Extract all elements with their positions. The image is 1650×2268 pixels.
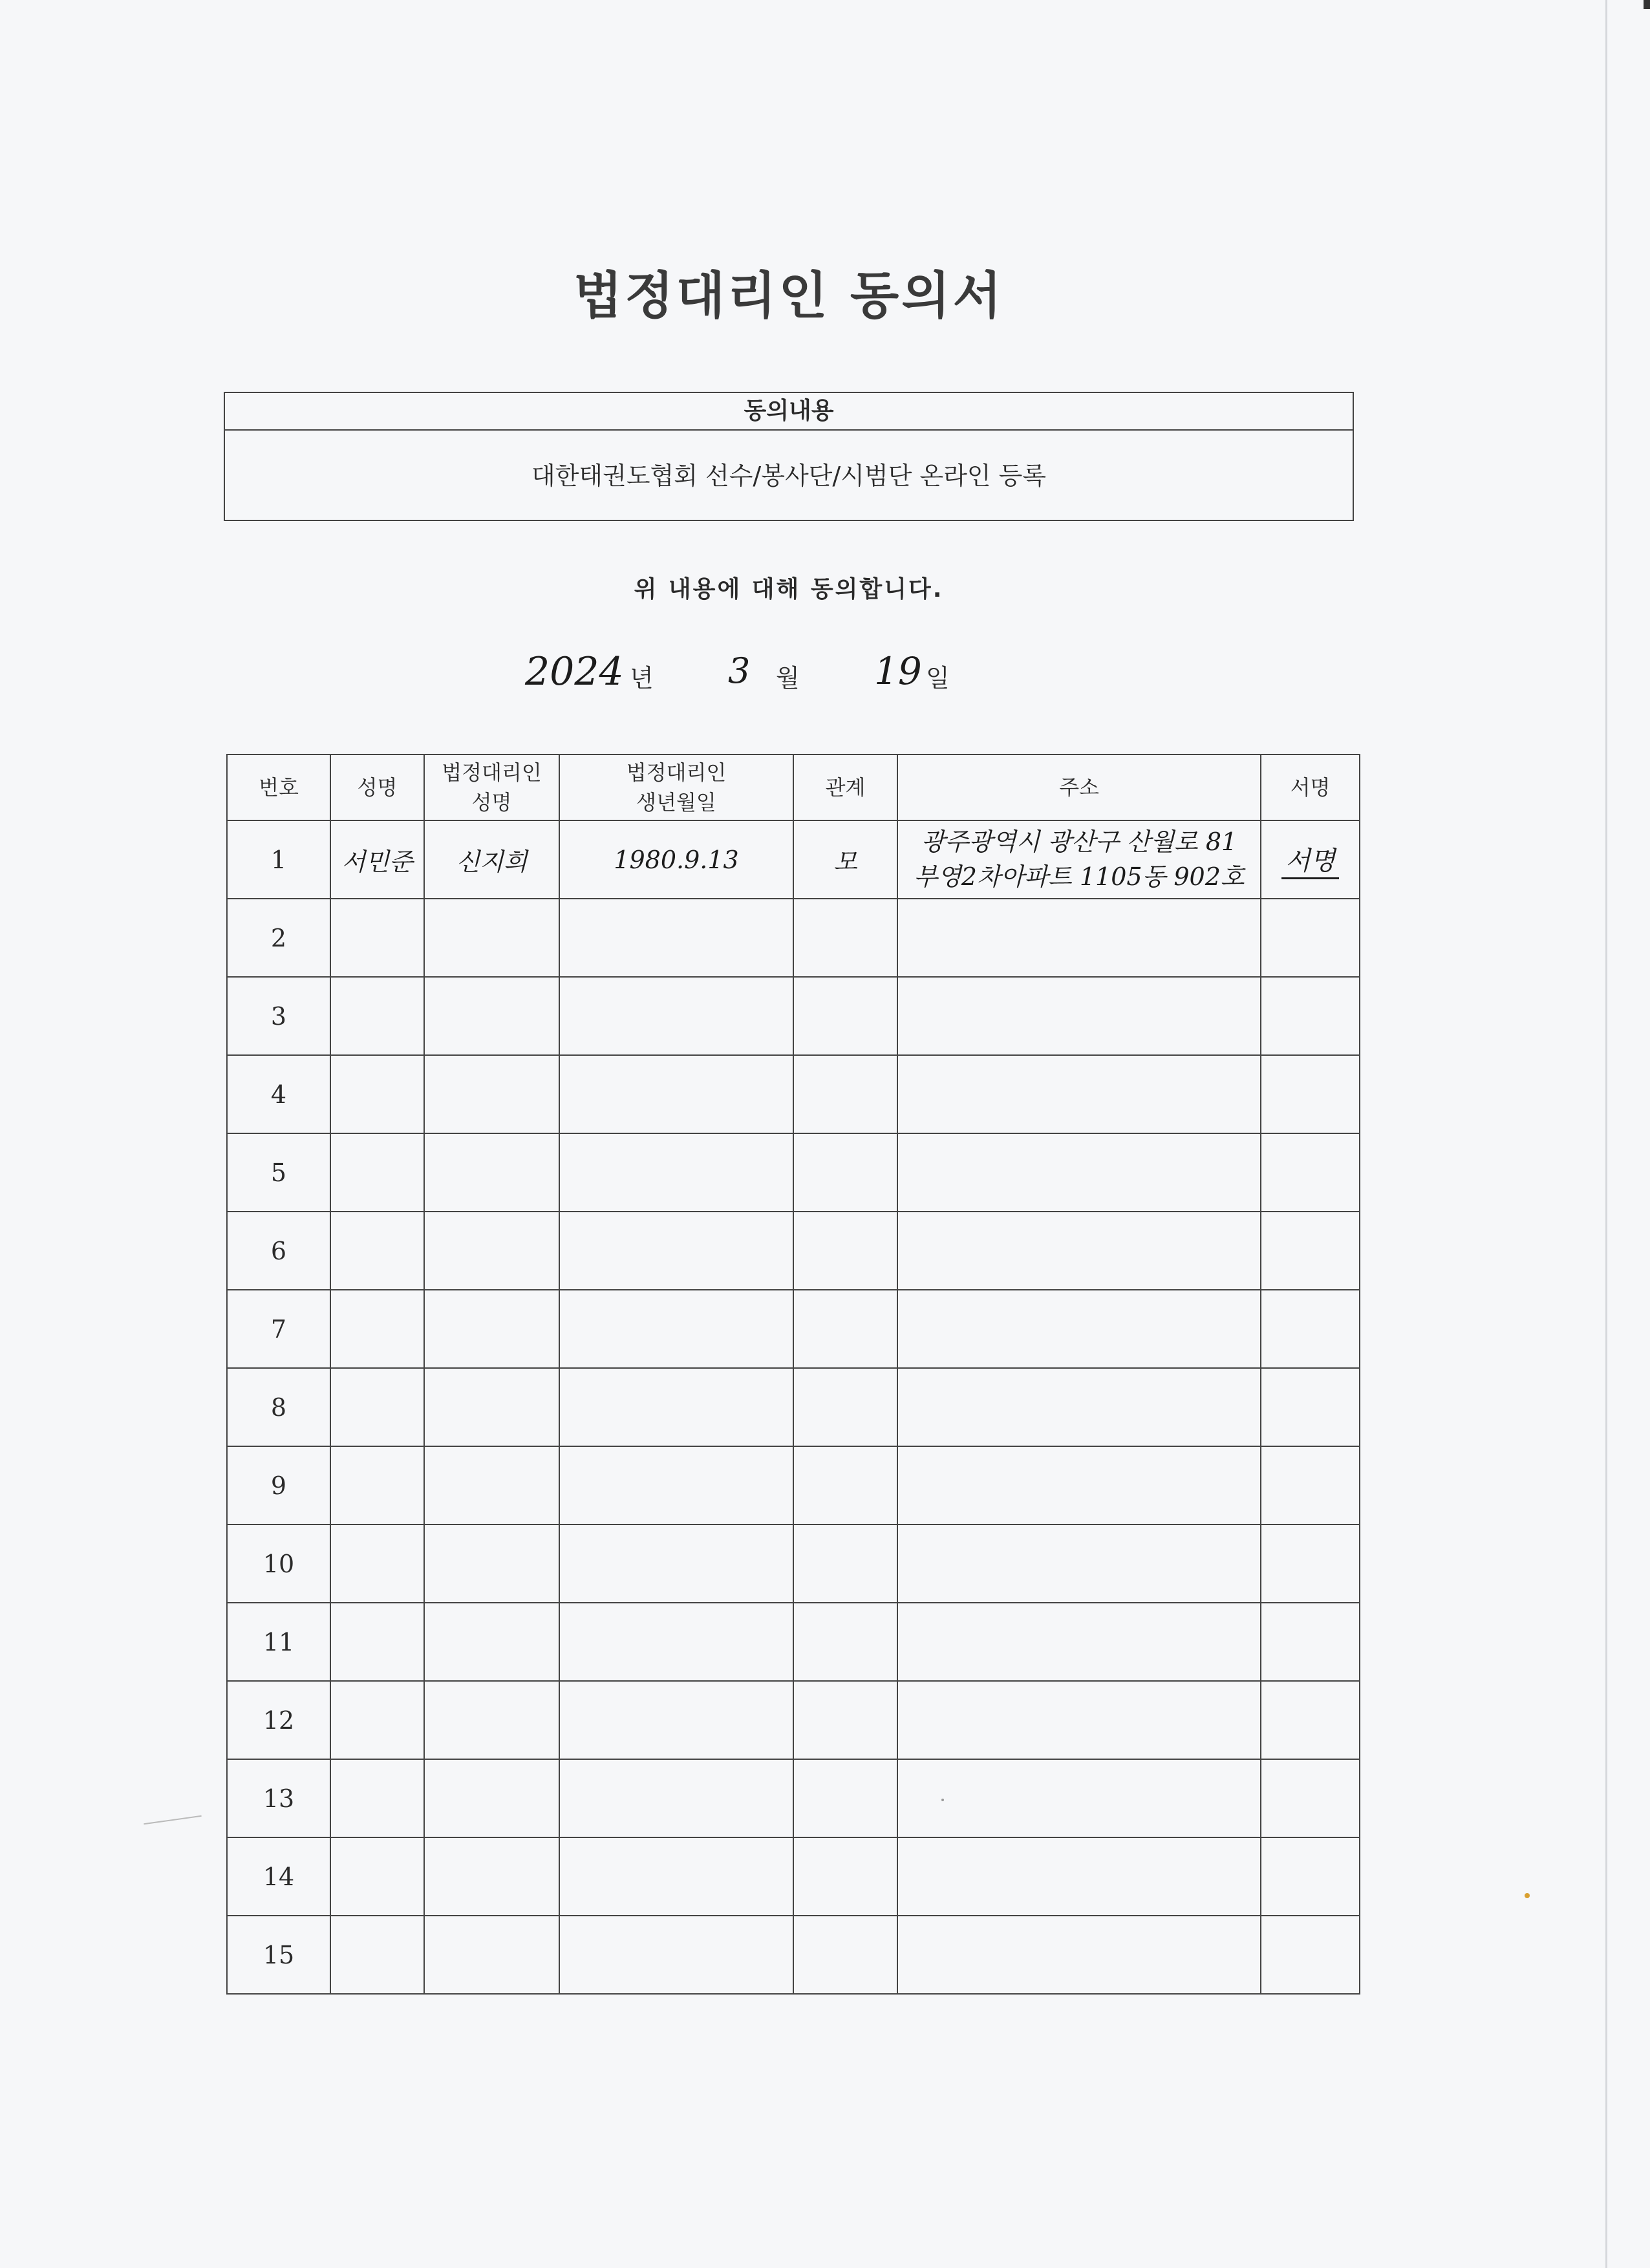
header-name: 성명 — [330, 754, 424, 820]
cell-name — [330, 1916, 424, 1994]
cell-name — [330, 1524, 424, 1603]
cell-relation — [793, 899, 897, 977]
cell-address — [897, 1212, 1261, 1290]
cell-relation — [793, 1368, 897, 1446]
cell-guardian-birth — [559, 1603, 793, 1681]
cell-address — [897, 1133, 1261, 1212]
table-header-row — [227, 754, 1360, 820]
cell-guardian-birth — [559, 1133, 793, 1212]
cell-no: 12 — [227, 1681, 330, 1759]
header-guardian-birth-line2: 생년월일 — [636, 790, 716, 815]
cell-relation — [793, 1681, 897, 1759]
cell-signature — [1261, 1212, 1360, 1290]
cell-guardian-birth — [559, 1916, 793, 1994]
cell-guardian-birth — [559, 1681, 793, 1759]
scan-scratch — [144, 1815, 201, 1825]
cell-guardian-name — [424, 1446, 559, 1524]
cell-relation — [793, 1759, 897, 1837]
cell-address — [897, 1290, 1261, 1368]
cell-relation — [793, 1916, 897, 1994]
cell-signature — [1261, 1133, 1360, 1212]
cell-guardian-name — [424, 1212, 559, 1290]
cell-name: 서민준 — [330, 820, 424, 899]
cell-relation — [793, 1055, 897, 1133]
cell-no: 11 — [227, 1603, 330, 1681]
table-row — [227, 1916, 1360, 1994]
cell-guardian-birth — [559, 1055, 793, 1133]
cell-no: 13 — [227, 1759, 330, 1837]
cell-relation — [793, 1446, 897, 1524]
table-row — [227, 977, 1360, 1055]
cell-relation — [793, 1133, 897, 1212]
cell-guardian-name — [424, 1368, 559, 1446]
cell-guardian-birth — [559, 1524, 793, 1603]
agreement-statement: 위 내용에 대해 동의합니다. — [634, 576, 944, 603]
cell-signature — [1261, 1524, 1360, 1603]
cell-guardian-name — [424, 977, 559, 1055]
scan-corner-mark — [1644, 0, 1650, 9]
table-row — [227, 1133, 1360, 1212]
cell-address — [897, 1524, 1261, 1603]
cell-address — [897, 977, 1261, 1055]
cell-guardian-birth — [559, 1837, 793, 1916]
cell-relation — [793, 1837, 897, 1916]
cell-guardian-name — [424, 1759, 559, 1837]
cell-name — [330, 1603, 424, 1681]
cell-no: 15 — [227, 1916, 330, 1994]
consent-heading: 동의내용 — [225, 393, 1353, 431]
date-year-unit: 년 — [630, 664, 654, 692]
cell-no: 14 — [227, 1837, 330, 1916]
cell-guardian-name — [424, 1133, 559, 1212]
date-month-unit: 월 — [776, 664, 800, 692]
cell-name — [330, 1133, 424, 1212]
cell-guardian-name — [424, 1055, 559, 1133]
cell-signature — [1261, 899, 1360, 977]
cell-no: 10 — [227, 1524, 330, 1603]
table-row — [227, 1055, 1360, 1133]
cell-signature — [1261, 1055, 1360, 1133]
cell-signature — [1261, 1446, 1360, 1524]
cell-no: 7 — [227, 1290, 330, 1368]
cell-guardian-birth — [559, 977, 793, 1055]
cell-relation — [793, 1524, 897, 1603]
address-line1: 광주광역시 광산구 산월로 81 — [921, 828, 1238, 857]
table-row — [227, 1212, 1360, 1290]
table-row — [227, 1446, 1360, 1524]
cell-name — [330, 1212, 424, 1290]
header-signature: 서명 — [1261, 754, 1360, 820]
cell-signature — [1261, 1759, 1360, 1837]
cell-guardian-name — [424, 1524, 559, 1603]
scan-speck — [1525, 1893, 1530, 1898]
cell-name — [330, 1290, 424, 1368]
cell-address — [897, 1837, 1261, 1916]
cell-signature — [1261, 820, 1360, 899]
cell-relation: 모 — [793, 820, 897, 899]
cell-guardian-birth — [559, 1290, 793, 1368]
header-relation: 관계 — [793, 754, 897, 820]
cell-address — [897, 1916, 1261, 1994]
handwritten-signature: 서명 — [1281, 840, 1339, 879]
table-row — [227, 1368, 1360, 1446]
table-row — [227, 899, 1360, 977]
cell-name — [330, 977, 424, 1055]
cell-address — [897, 1446, 1261, 1524]
header-guardian-birth-line1: 법정대리인 — [626, 760, 727, 785]
cell-name — [330, 1837, 424, 1916]
cell-name — [330, 1681, 424, 1759]
cell-address — [897, 1681, 1261, 1759]
date-day: 19 — [874, 649, 922, 693]
table-row — [227, 1524, 1360, 1603]
cell-guardian-birth — [559, 1759, 793, 1837]
cell-signature — [1261, 1681, 1360, 1759]
cell-guardian-birth — [559, 1368, 793, 1446]
cell-relation — [793, 1212, 897, 1290]
cell-name — [330, 1446, 424, 1524]
header-guardian-birth — [559, 754, 793, 820]
table-row — [227, 1603, 1360, 1681]
cell-guardian-name — [424, 1603, 559, 1681]
cell-no: 3 — [227, 977, 330, 1055]
cell-signature — [1261, 1290, 1360, 1368]
address-line2: 부영2차아파트 1105동 902호 — [914, 862, 1245, 891]
cell-no: 8 — [227, 1368, 330, 1446]
cell-guardian-name — [424, 1290, 559, 1368]
cell-address — [897, 1055, 1261, 1133]
cell-guardian-birth — [559, 1212, 793, 1290]
date-month: 3 — [728, 650, 751, 691]
cell-address — [897, 1759, 1261, 1837]
consent-box — [224, 392, 1354, 521]
cell-guardian-birth — [559, 899, 793, 977]
table-row — [227, 1759, 1360, 1837]
cell-name — [330, 899, 424, 977]
cell-address — [897, 1603, 1261, 1681]
cell-name — [330, 1759, 424, 1837]
header-guardian-name-line1: 법정대리인 — [442, 760, 542, 785]
cell-signature — [1261, 1603, 1360, 1681]
cell-no: 4 — [227, 1055, 330, 1133]
table-row — [227, 1837, 1360, 1916]
cell-no: 2 — [227, 899, 330, 977]
scan-edge-line — [1605, 0, 1607, 2268]
cell-name — [330, 1368, 424, 1446]
cell-address — [897, 1368, 1261, 1446]
cell-relation — [793, 1290, 897, 1368]
document-title: 법정대리인 동의서 — [573, 267, 1004, 325]
cell-guardian-name — [424, 1837, 559, 1916]
header-no: 번호 — [227, 754, 330, 820]
cell-guardian-birth: 1980.9.13 — [559, 820, 793, 899]
cell-signature — [1261, 1837, 1360, 1916]
cell-guardian-birth — [559, 1446, 793, 1524]
cell-guardian-name — [424, 1681, 559, 1759]
cell-no: 1 — [227, 820, 330, 899]
cell-relation — [793, 977, 897, 1055]
cell-address — [897, 820, 1261, 899]
cell-address — [897, 899, 1261, 977]
table-row — [227, 1681, 1360, 1759]
table-row — [227, 820, 1360, 899]
cell-no: 5 — [227, 1133, 330, 1212]
cell-guardian-name — [424, 1916, 559, 1994]
cell-signature — [1261, 1368, 1360, 1446]
consent-text: 대한태권도협회 선수/봉사단/시범단 온라인 등록 — [531, 462, 1046, 490]
table-row — [227, 1290, 1360, 1368]
header-address: 주소 — [897, 754, 1261, 820]
cell-signature — [1261, 1916, 1360, 1994]
cell-no: 6 — [227, 1212, 330, 1290]
guardian-table — [226, 754, 1360, 1995]
cell-guardian-name — [424, 899, 559, 977]
cell-guardian-name: 신지희 — [424, 820, 559, 899]
header-guardian-name-line2: 성명 — [471, 790, 512, 815]
cell-relation — [793, 1603, 897, 1681]
header-guardian-name — [424, 754, 559, 820]
date-year: 2024 — [525, 649, 624, 694]
cell-name — [330, 1055, 424, 1133]
cell-signature — [1261, 977, 1360, 1055]
date-day-unit: 일 — [926, 664, 950, 692]
cell-no: 9 — [227, 1446, 330, 1524]
